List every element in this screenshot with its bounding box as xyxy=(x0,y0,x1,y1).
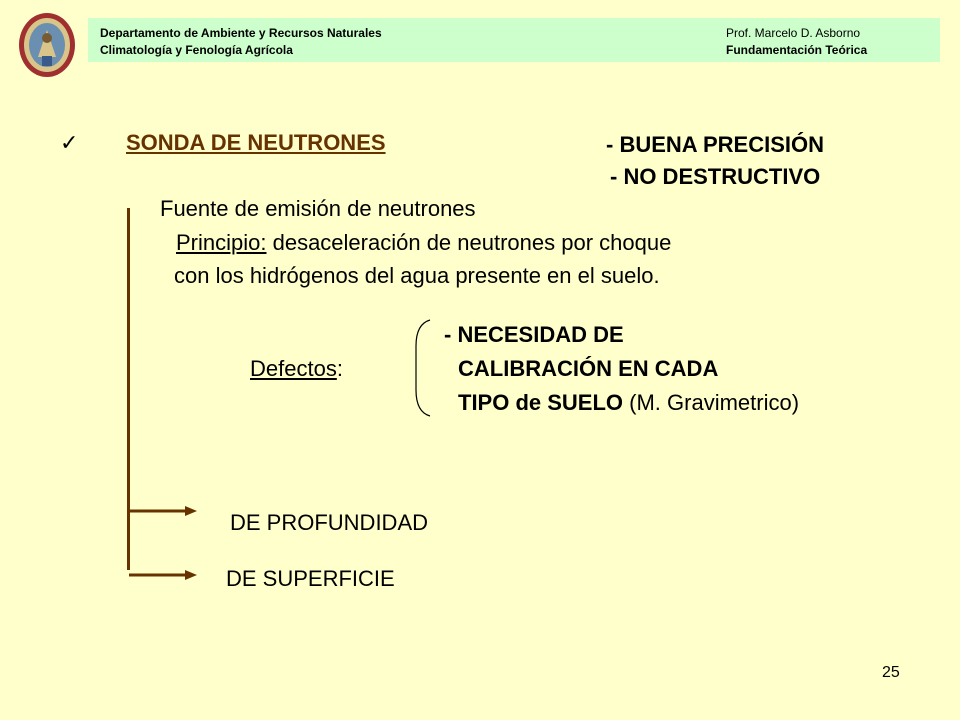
defect-line-1: - NECESIDAD DE xyxy=(444,322,624,347)
principle-label: Principio: xyxy=(176,230,267,255)
defect-soil-type: TIPO de SUELO xyxy=(458,390,624,415)
defect-line-2: CALIBRACIÓN EN CADA xyxy=(458,356,719,381)
defects-label: Defectos xyxy=(250,356,337,381)
source-text: Fuente de emisión de neutrones xyxy=(160,196,476,221)
slide-title: SONDA DE NEUTRONES xyxy=(126,130,386,155)
header-department: Departamento de Ambiente y Recursos Naturales xyxy=(100,26,382,40)
advantage-precision: - BUENA PRECISIÓN xyxy=(606,132,824,157)
defect-method: (M. Gravimetrico) xyxy=(623,390,800,415)
advantage-non-destructive: - NO DESTRUCTIVO xyxy=(610,164,821,189)
header-author: Prof. Marcelo D. Asborno xyxy=(726,26,861,40)
arrow-surface-icon xyxy=(127,567,199,583)
principle-text: desaceleración de neutrones por choque xyxy=(266,230,672,255)
page-number: 25 xyxy=(882,664,900,681)
defects-brace xyxy=(408,318,438,418)
defects-heading xyxy=(250,356,343,382)
header-course: Climatología y Fenología Agrícola xyxy=(100,43,293,57)
defect-line-3 xyxy=(458,390,799,416)
check-icon: ✓ xyxy=(60,130,79,155)
type-depth: DE PROFUNDIDAD xyxy=(230,510,429,535)
principle-line xyxy=(176,230,671,256)
type-surface: DE SUPERFICIE xyxy=(226,566,395,591)
header-section: Fundamentación Teórica xyxy=(726,43,868,57)
university-seal-logo xyxy=(18,12,76,78)
arrow-depth-icon xyxy=(127,503,199,519)
defects-colon: : xyxy=(336,356,343,381)
principle-continuation: con los hidrógenos del agua presente en el suelo. xyxy=(174,263,660,288)
